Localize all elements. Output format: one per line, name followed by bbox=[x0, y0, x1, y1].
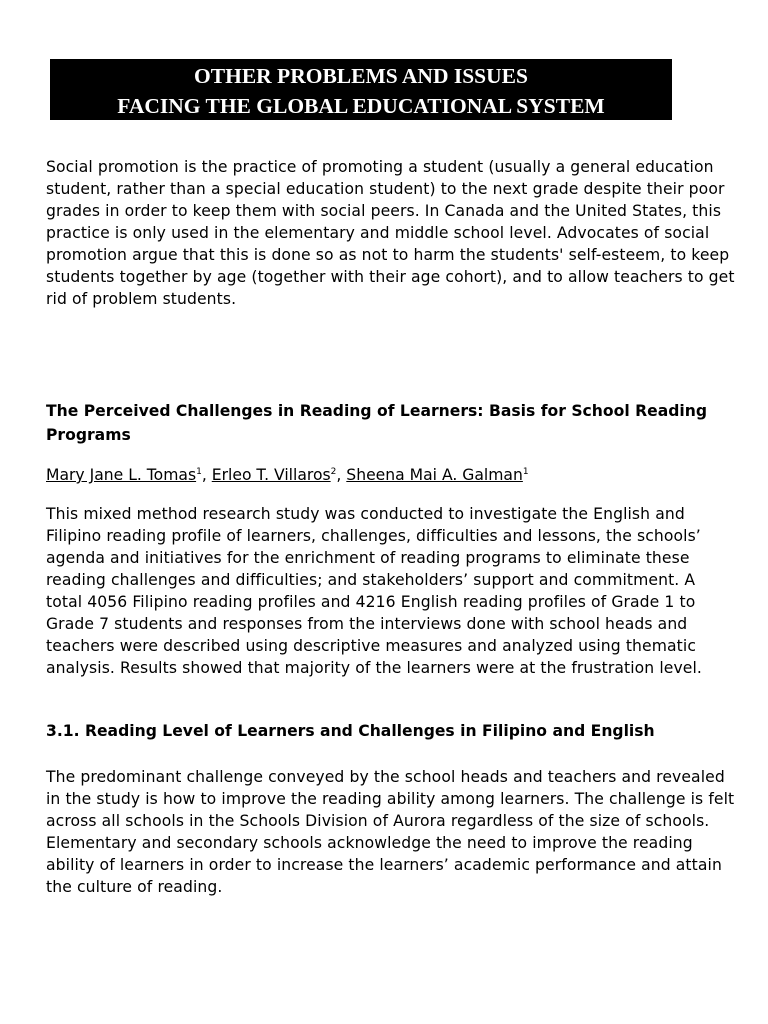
author-affiliation: 2 bbox=[330, 466, 337, 477]
document-title bbox=[50, 59, 672, 120]
title-line-2: FACING THE GLOBAL EDUCATIONAL SYSTEM bbox=[117, 94, 605, 118]
article-title: The Perceived Challenges in Reading of Learners: Basis for School Reading Programs bbox=[46, 402, 707, 444]
author-separator: , bbox=[201, 466, 212, 484]
section-heading: 3.1. Reading Level of Learners and Challenges in Filipino and English bbox=[46, 722, 655, 740]
author-name: Mary Jane L. Tomas bbox=[46, 466, 197, 484]
author-separator: , bbox=[336, 466, 347, 484]
author-affiliation: 1 bbox=[196, 466, 202, 477]
author-list bbox=[46, 464, 529, 486]
author-name: Sheena Mai A. Galman bbox=[346, 466, 523, 484]
author-affiliation: 1 bbox=[522, 466, 529, 477]
title-line-1: OTHER PROBLEMS AND ISSUES bbox=[194, 64, 528, 88]
section-body: The predominant challenge conveyed by the school heads and teachers and revealed in the study is how to improve the reading ability among learners. The challenge is felt across all schools in the Schools Division of Aurora regardless of the size of schools. Elementary and secondary schools acknowledge the need to improve the reading ability of learners in order to increase the learners’ academic performance and attain the culture of reading. bbox=[46, 768, 735, 896]
author-name: Erleo T. Villaros bbox=[211, 466, 331, 484]
abstract-paragraph: This mixed method research study was conducted to investigate the English and Filipino reading profile of learners, challenges, difficulties and lessons, the schools’ agenda and initiatives for the enrichment of reading programs to eliminate these reading challenges and difficulties; and stakeholders’ support and commitment. A total 4056 Filipino reading profiles and 4216 English reading profiles of Grade 1 to Grade 7 students and responses from the interviews done with school heads and teachers were described using descriptive measures and analyzed using thematic analysis. Results showed that majority of the learners were at the frustration level. bbox=[46, 505, 702, 677]
intro-paragraph: Social promotion is the practice of promoting a student (usually a general education student, rather than a special education student) to the next grade despite their poor grades in order to keep them with social peers. In Canada and the United States, this practice is only used in the elementary and middle school level. Advocates of social promotion argue that this is done so as not to harm the students' self-esteem, to keep students together by age (together with their age cohort), and to allow teachers to get rid of problem students. bbox=[46, 158, 735, 308]
